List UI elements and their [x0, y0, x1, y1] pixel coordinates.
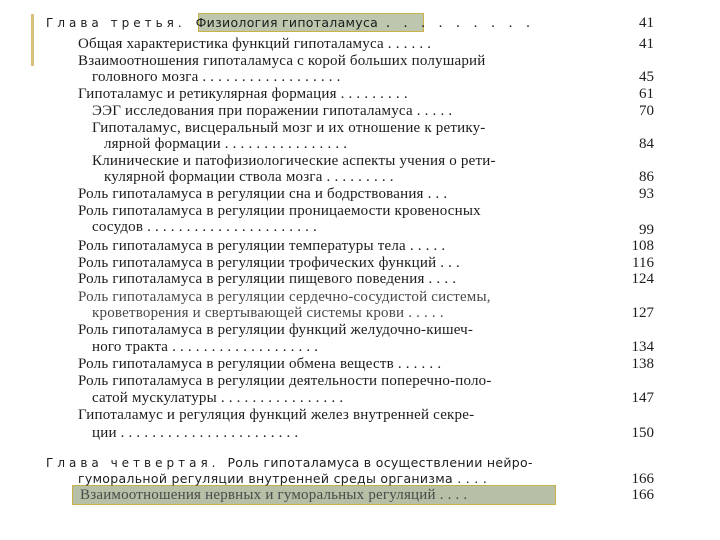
toc-entry[interactable]: головного мозга . . . . . . . . . . . . . . . . . .	[92, 69, 341, 85]
toc-entry[interactable]: Гипоталамус, висцеральный мозг и их отношение к ретику-	[92, 120, 486, 136]
toc-entry[interactable]: Роль гипоталамуса в регуляции сна и бодрствования . . .	[78, 186, 448, 202]
toc-entry[interactable]: Роль гипоталамуса в регуляции температуры тела . . . . .	[78, 238, 446, 254]
toc-entry[interactable]: Общая характеристика функций гипоталамуса . . . . . .	[78, 36, 432, 52]
toc-entry-page: 84	[639, 136, 654, 152]
chapter4-heading	[46, 455, 533, 471]
toc-entry-page: 41	[639, 36, 654, 52]
toc-entry[interactable]: Роль гипоталамуса в регуляции обмена веществ . . . . . .	[78, 356, 442, 372]
toc-entry[interactable]: ции . . . . . . . . . . . . . . . . . . . . . . .	[92, 425, 299, 441]
chapter4-label: Глава четвертая.	[46, 456, 220, 470]
toc-entry[interactable]: Клинические и патофизиологические аспекты учения о рети-	[92, 153, 496, 169]
toc-entry-page: 134	[631, 339, 654, 355]
toc-entry[interactable]: Роль гипоталамуса в регуляции функций желудочно-кишеч-	[78, 322, 474, 338]
toc-entry[interactable]: Роль гипоталамуса в регуляции трофических функций . . .	[78, 255, 460, 271]
toc-entry[interactable]: ного тракта . . . . . . . . . . . . . . . . . . .	[92, 339, 319, 355]
chapter3-page: 41	[639, 15, 654, 31]
toc-entry[interactable]: Роль гипоталамуса в регуляции проницаемости кровеносных	[78, 203, 481, 219]
last-entry-page: 166	[631, 487, 654, 503]
chapter4-title-line1[interactable]: Роль гипоталамуса в осуществлении нейро-	[227, 455, 533, 470]
toc-entry-page: 93	[639, 186, 654, 202]
toc-entry[interactable]: Роль гипоталамуса в регуляции деятельности поперечно-поло-	[78, 373, 492, 389]
toc-entry[interactable]: кулярной формации ствола мозга . . . . . . . . .	[104, 169, 394, 185]
toc-entry-page: 147	[631, 390, 654, 406]
chapter3-label: Глава третья.	[46, 16, 186, 30]
toc-entry[interactable]: кроветворения и свертывающей системы крови . . . . .	[92, 305, 444, 321]
toc-entry-page: 116	[632, 255, 654, 271]
toc-entry-page: 127	[631, 305, 654, 321]
toc-entry-page: 124	[631, 271, 654, 287]
toc-entry-page: 99	[639, 222, 654, 238]
toc-entry[interactable]: Гипоталамус и ретикулярная формация . . . . . . . . .	[78, 86, 408, 102]
chapter3-heading	[46, 15, 535, 31]
toc-entry[interactable]: Гипоталамус и регуляция функций желез внутренней секре-	[78, 407, 475, 423]
chapter4-page: 166	[631, 471, 654, 487]
toc-entry-page: 150	[631, 425, 654, 441]
toc-entry[interactable]: лярной формации . . . . . . . . . . . . . . . .	[104, 136, 348, 152]
toc-entry[interactable]: ЭЭГ исследования при поражении гипоталамуса . . . . .	[92, 103, 453, 119]
last-entry[interactable]: Взаимоотношения нервных и гуморальных регуляций . . . .	[80, 487, 468, 503]
chapter4-title-line2[interactable]: гуморальной регуляции внутренней среды организма . . . .	[78, 471, 488, 486]
toc-entry[interactable]: Роль гипоталамуса в регуляции сердечно-сосудистой системы,	[78, 289, 491, 305]
toc-entry-page: 86	[639, 169, 654, 185]
accent-bar	[31, 14, 34, 66]
chapter3-title[interactable]: Физиология гипоталамуса	[195, 15, 379, 30]
chapter3-dots: . . . . . . . . .	[386, 15, 535, 31]
toc-entry-page: 108	[631, 238, 654, 254]
toc-entry[interactable]: Роль гипоталамуса в регуляции пищевого поведения . . . .	[78, 271, 457, 287]
toc-entry-page: 45	[639, 69, 654, 85]
toc-entry-page: 138	[631, 356, 654, 372]
toc-entry[interactable]: сатой мускулатуры . . . . . . . . . . . . . . . .	[92, 390, 344, 406]
toc-entry-page: 70	[639, 103, 654, 119]
toc-entry-page: 61	[639, 86, 654, 102]
toc-entry[interactable]: сосудов . . . . . . . . . . . . . . . . . . . . . .	[92, 219, 317, 235]
toc-entry[interactable]: Взаимоотношения гипоталамуса с корой больших полушарий	[78, 53, 486, 69]
